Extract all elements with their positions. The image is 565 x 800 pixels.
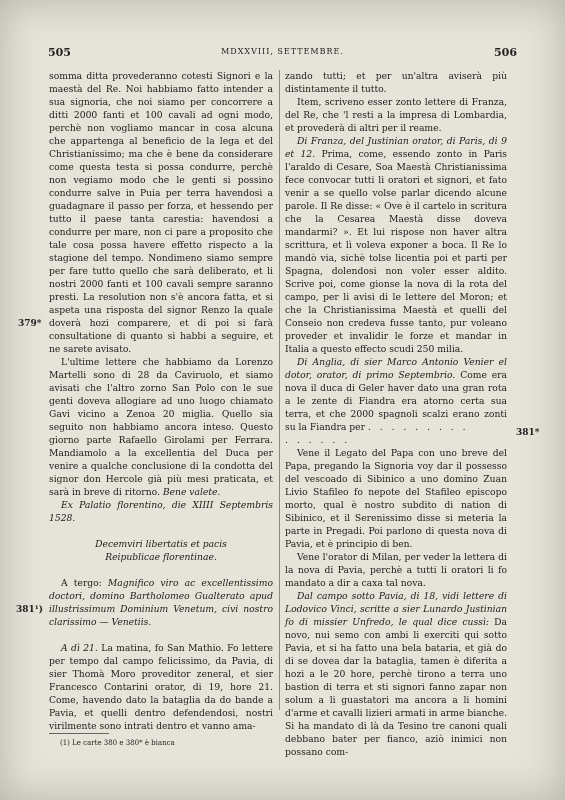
paragraph: zando tutti; et per un'altra aviserà più distintamente il tutto.: [285, 71, 507, 95]
paragraph: Vene l'orator di Milan, per veder la lettera di la nova di Pavia, perchè a tutti li oratori li fo mandato a dir a caxa tal nova.: [285, 552, 507, 589]
paragraph: Vene il Legato del Papa con uno breve del Papa, pregando la Signoria voy dar il possesso del vescoado di Sibinico a uno domino Zuan Livio Stafileo fo nepote del Stafileo episcopo morto, qual è nostro subdito di nation di Sibinico, et il Serenissimo disse si meteria la parte in Pregadi. Poi parlono di questa nova di Pavia, et è principio di ben.: [285, 448, 507, 550]
paragraph-text: L'ultime lettere che habbiamo da Lorenzo Martelli sono di 28 da Caviruolo, et siamo avisati che l'altro zorno San Polo con le sue genti doveva allogiare ad uno luogo chiamato Gavi vicino a Zenoa 20 miglia. Quello sia seguito non habbiamo ancora inteso. Questo giorno parte Rafaello Girolami per Ferrara. Mandiamolo a la excellentia del Duca per venire a qualche conclusione di la condotta del signor don Hercole già più mesi praticata, et sarà in breve di ritorno.: [49, 357, 273, 498]
paragraph-text: Prima, come, essendo zonto in Paris l'araldo di Cesare, Soa Maestà Christianissima fece convocar tutti li oratori et signori, et fato venir a se quello volse parlar dicendo alcune parole. Il Re disse: « Ove è il cartelo in scritura che la Cesarea Maestà disse doveva mandarmi? ». Et lui rispose non haver altra scrittura, et lì voleva exponer a boca. Il Re lo mandò via, sichè tolse licentia poi et parti per Spagna, dolendosi non voler esser aldito. Scrive poi, come gionse la nova di la rota del campo, per li avisi di le lettere del Moron; et che la Christianissima Maestà et quelli del Conseio non credeva fusse tanto, pur voleano proveder et invalidir le forze et mandar in Italia a questo effecto scudi 250 milia.: [285, 149, 508, 355]
letter-heading: Di Franza, del Justinian orator, di Paris, di 9 et 12.: [285, 136, 507, 160]
column-divider: [279, 70, 280, 710]
left-column: [49, 70, 273, 733]
paragraph: Item, scriveno esser zonto lettere di Franza, del Re, che 'l resti a la impresa di Lombardia, et provederà di altri per il reame.: [285, 97, 507, 134]
page-header: [48, 46, 517, 62]
paragraph-text: Da novo, nui semo con ambi li exerciti qui sotto Pavia, et si ha fatto una bela bataria, et già do di se dovea dar la bataglia, tamen è diferita a hozi a le 20 hore, perchè tirono a terra uno bastion di terra et sti signori fanno zapar non solum a li guastatori ma ancora a li homini d'arme et cavalli lizieri armati in arme bianche. Si ha mandato di là da Tesino tre canoni quali debbano bater per fianco, aziò inimici non possano com-: [285, 617, 507, 758]
page-number-right: 506: [494, 46, 517, 59]
margin-note-left-2: 381¹): [16, 605, 43, 615]
letter-heading: Dal campo sotto Pavia, di 18, vidi lettere di Lodovico Vinci, scritte a sier Lunardo Justinian fo di missier Unfredo, le qual dice cussì:: [285, 591, 507, 628]
margin-note-right-1: 381*: [516, 428, 540, 438]
dateline: Ex Palatio florentino, die XIIII Septembris 1528.: [49, 500, 273, 524]
paragraph: [49, 642, 273, 733]
closing-formula: Bene valete.: [162, 487, 221, 498]
paragraph-text: La matina, fo San Mathio. Fo lettere per tempo dal campo felicissimo, da Pavia, di sier Thomà Moro proveditor zeneral, et sier Francesco Contarini orator, di 19, hore 21. Come, havendo dato la bataglia da do bande a Pavia, et quelli dentro defendendosi, nostri virilmente sono intrati dentro et vanno ama-: [49, 643, 273, 732]
signature-line-2: Reipublicae florentinae.: [105, 552, 217, 563]
paragraph: [285, 356, 507, 434]
tergo-text: Magnifico viro ac excellentissimo doctori, domino Bartholomeo Gualterato apud illustrissimum Dominium Venetum, civi nostro clarissimo — Venetiis.: [49, 578, 273, 628]
running-title: MDXXVIII, SETTEMBRE.: [221, 47, 344, 56]
letter-heading: Di Anglia, di sier Marco Antonio Venier el dotor, orator, di primo Septembrio.: [285, 357, 507, 381]
ellipsis-dots: . . . . . . . . .: [367, 422, 469, 433]
paragraph: [285, 135, 507, 356]
paragraph: [285, 590, 507, 759]
margin-note-left-1: 379*: [18, 319, 42, 329]
tergo-label: A tergo:: [61, 578, 102, 589]
footnote-rule: [49, 733, 109, 734]
ellipsis-dots: . . . . . .: [285, 435, 351, 446]
right-column: [285, 70, 507, 759]
address-paragraph: [49, 577, 273, 629]
page-number-left: 505: [48, 46, 71, 59]
paragraph: [49, 356, 273, 499]
paragraph: somma ditta provederanno cotesti Signori e la maestà del Re. Noi habbiamo fatto intender a sua signoria, che noi siamo per concorrere a ditti 2000 fanti et 100 cavali ad ogni modo, perchè non vogliamo mancar in cosa alcuna che appartenga al beneficio de la lega et del Christianissimo; ma che è bene da considerare come questa testa si possa condurre, perchè non vegiamo modo che le genti si possino condurre salve in Puia per terra havendosi a guadagnare il passo per forza, et hessendo per tutto il paese tanta carestia: havendosi a condurre per mare, non ci pare a proposito che tale cosa possa havere effetto rispecto a la stagione del tempo. Nondimeno siamo sempre per fare tutto quello che sarà deliberato, et li nostri 2000 fanti et 100 cavali sempre saranno presti. La resolution non s'è ancora fatta, et si aspeta una risposta del signor Renzo la quale doverà hozi comparere, et di poi si farà consultatione di quanto si habbi a seguire, et ne sarete avisato.: [49, 71, 273, 355]
signature-line-1: Decemviri libertatis et pacis: [95, 539, 227, 550]
date-heading: A dì 21.: [61, 643, 98, 654]
footnote: (1) Le carte 380 e 380* è bianca: [60, 739, 175, 747]
paragraph-text: Come era nova il duca di Geler haver dato una gran rota a le zente di Fiandra era atorno certa sua terra, et che 2000 spagnoli scalzi erano zonti su la Fiandra per: [285, 370, 508, 433]
